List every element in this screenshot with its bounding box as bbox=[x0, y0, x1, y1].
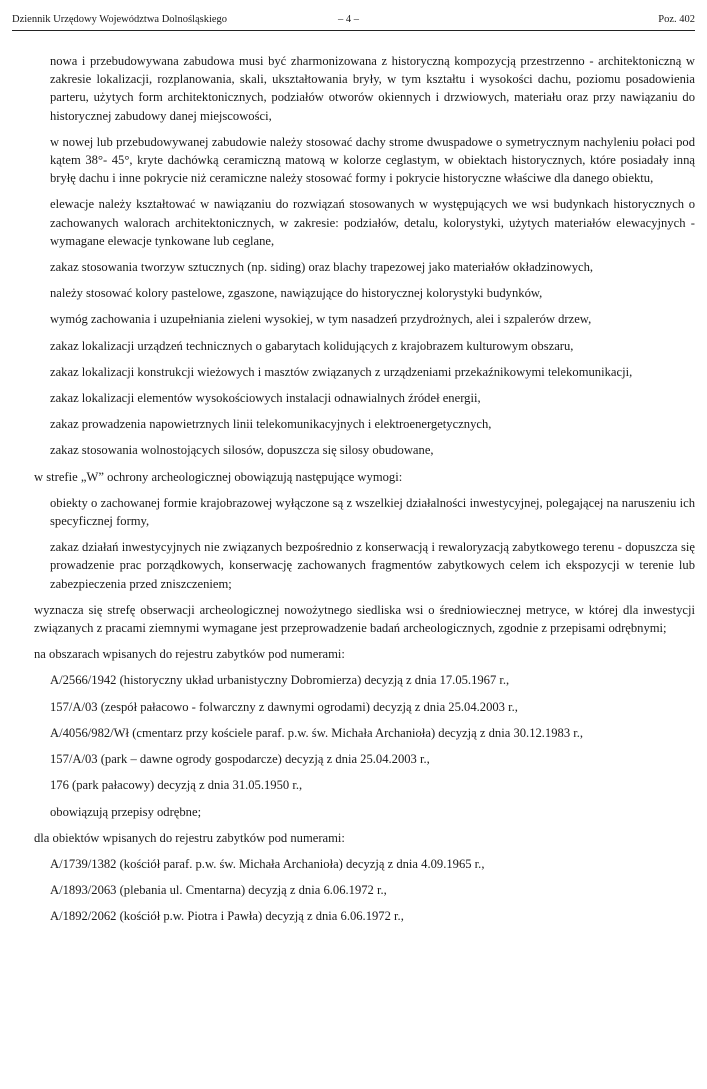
page-header bbox=[12, 12, 695, 31]
list-item: wymóg zachowania i uzupełniania zieleni wysokiej, w tym nasadzeń przydrożnych, alei i szpalerów drzew, bbox=[50, 312, 592, 327]
section-5-closing: obowiązują przepisy odrębne; bbox=[50, 804, 202, 819]
list-item: nowa i przebudowywana zabudowa musi być zharmonizowana z historyczną kompozycją przestrzenno - architektoniczną w zakresie lokalizacji, rozplanowania, skali, ukształtowania bryły, w tym kształtu i wysokości dachu, poziomu posadowienia parteru, użytych form architektonicznych, podziałów otworów okiennych i drzwiowych, materiału oraz przy nawiązaniu do historycznej zabudowy danej miejscowości, bbox=[50, 54, 695, 123]
position-number: Poz. 402 bbox=[658, 14, 695, 25]
list-item: obiekty o zachowanej formie krajobrazowej wyłączone są z wszelkiej działalności inwestycyjnej, polegającej na naruszeniu ich specyficznej formy, bbox=[50, 495, 695, 529]
list-item: 157/A/03 (park – dawne ogrody gospodarcze) decyzją z dnia 25.04.2003 r., bbox=[50, 752, 430, 767]
list-item: należy stosować kolory pastelowe, zgaszone, nawiązujące do historycznej kolorystyki budynków, bbox=[50, 286, 543, 301]
journal-title: Dziennik Urzędowy Województwa Dolnośląskiego bbox=[12, 14, 228, 25]
list-item: zakaz stosowania wolnostojących silosów, dopuszcza się silosy obudowane, bbox=[50, 443, 434, 458]
list-item: zakaz lokalizacji elementów wysokościowych instalacji odnawialnych źródeł energii, bbox=[50, 391, 481, 406]
section-6: dla obiektów wpisanych do rejestru zabytków pod numerami: bbox=[34, 830, 345, 845]
list-item: A/2566/1942 (historyczny układ urbanistyczny Dobromierza) decyzją z dnia 17.05.1967 r., bbox=[50, 673, 510, 688]
list-item: w nowej lub przebudowywanej zabudowie należy stosować dachy strome dwuspadowe o symetrycznym nachyleniu połaci pod kątem 38°- 45°, kryte dachówką ceramiczną matową w kolorze ceglastym, w obiektach historycznych, które posiadały inną bryłę dachu i inne pokrycie niż ceramiczne należy stosować formy i pokrycie historyczne właściwe dla danego obiektu, bbox=[50, 134, 695, 186]
document-body bbox=[0, 52, 707, 934]
list-item: zakaz stosowania tworzyw sztucznych (np. siding) oraz blachy trapezowej jako materiałów okładzinowych, bbox=[50, 260, 594, 275]
list-item: A/4056/982/Wł (cmentarz przy kościele paraf. p.w. św. Michała Archanioła) decyzją z dnia 30.12.1983 r., bbox=[50, 725, 584, 740]
list-item: zakaz działań inwestycyjnych nie związanych bezpośrednio z konserwacją i rewaloryzacją zabytkowego terenu - dopuszcza się prowadzenie prac porządkowych, konserwację zachowanych fragmentów zabytkowych celem ich ekspozycji w terenie lub zabezpieczenia przed zniszczeniem; bbox=[50, 540, 695, 591]
section-5: na obszarach wpisanych do rejestru zabytków pod numerami: bbox=[34, 647, 345, 662]
list-item: zakaz lokalizacji konstrukcji wieżowych i masztów związanych z urządzeniami przekaźnikowymi telekomunikacji, bbox=[50, 364, 633, 379]
list-item: 157/A/03 (zespół pałacowo - folwarczny z dawnymi ogrodami) decyzją z dnia 25.04.2003 r., bbox=[50, 699, 518, 714]
list-item: 176 (park pałacowy) decyzją z dnia 31.05.1950 r., bbox=[50, 778, 303, 793]
list-item: A/1893/2063 (plebania ul. Cmentarna) decyzją z dnia 6.06.1972 r., bbox=[50, 883, 387, 898]
list-item: zakaz prowadzenia napowietrznych linii telekomunikacyjnych i elektroenergetycznych, bbox=[50, 417, 492, 432]
section-3: w strefie „W” ochrony archeologicznej obowiązują następujące wymogi: bbox=[34, 469, 403, 484]
list-item: A/1892/2062 (kościół p.w. Piotra i Pawła) decyzją z dnia 6.06.1972 r., bbox=[50, 909, 404, 924]
page-number: – 4 – bbox=[338, 14, 359, 25]
list-item: zakaz lokalizacji urządzeń technicznych o gabarytach kolidujących z krajobrazem kulturowym obszaru, bbox=[50, 338, 574, 353]
section-4: wyznacza się strefę obserwacji archeologicznej nowożytnego siedliska wsi o średniowiecznej metryce, w której dla inwestycji związanych z pracami ziemnymi wymagane jest przeprowadzenie badań archeologicznych, zgodnie z przepisami odrębnymi; bbox=[34, 602, 695, 636]
list-item: A/1739/1382 (kościół paraf. p.w. św. Michała Archanioła) decyzją z dnia 4.09.1965 r., bbox=[50, 856, 485, 871]
list-item: elewacje należy kształtować w nawiązaniu do rozwiązań stosowanych w występujących we wsi budynkach historycznych o zachowanych walorach architektonicznych, w zakresie: podziałów, detalu, kolorystyki, użytych materiałów elewacyjnych - wymagane elewacje tynkowane lub ceglane, bbox=[50, 197, 695, 248]
